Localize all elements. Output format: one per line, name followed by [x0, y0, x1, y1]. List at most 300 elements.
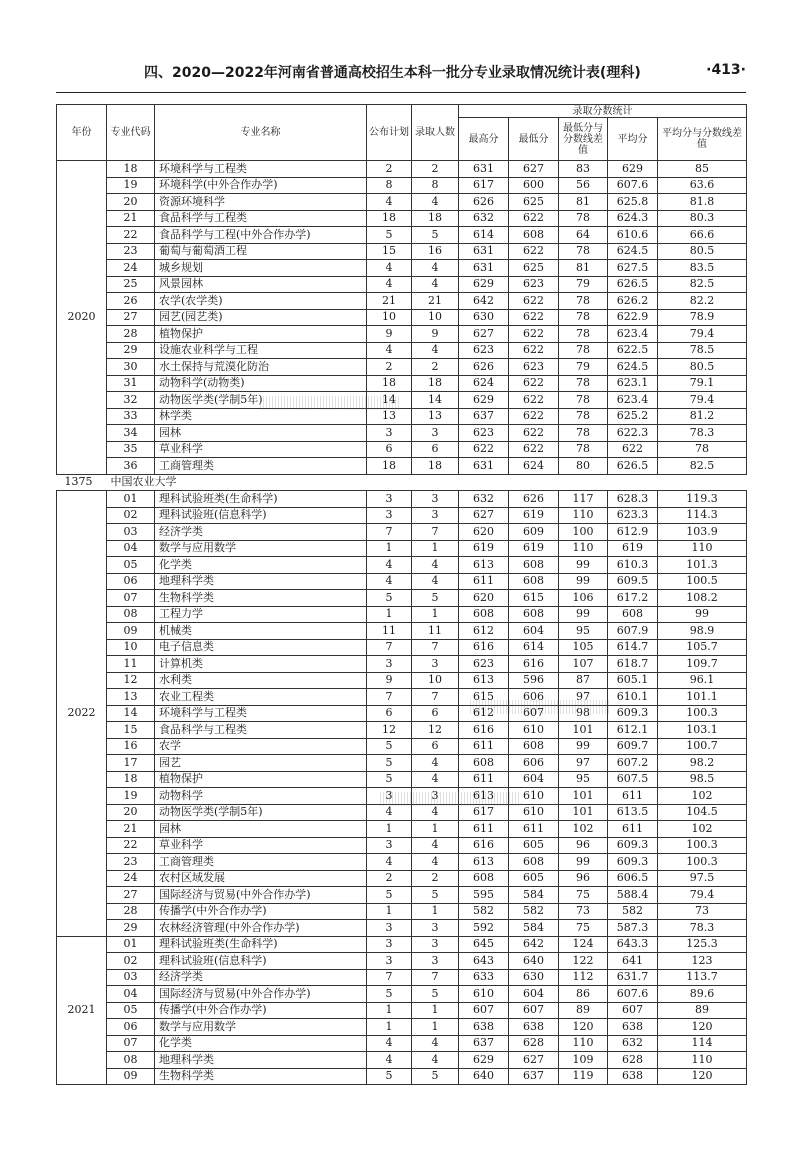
cell-min-diff: 73: [559, 903, 608, 920]
cell-plan: 5: [367, 1068, 412, 1085]
cell-avg: 626.5: [608, 458, 658, 475]
cell-name: 数学与应用数学: [155, 1019, 367, 1036]
cell-name: 国际经济与贸易(中外合作办学): [155, 986, 367, 1003]
cell-min-diff: 119: [559, 1068, 608, 1085]
cell-avg-diff: 113.7: [658, 969, 747, 986]
cell-admitted: 5: [412, 1068, 459, 1085]
cell-plan: 5: [367, 738, 412, 755]
cell-min-diff: 78: [559, 375, 608, 392]
cell-avg-diff: 103.1: [658, 722, 747, 739]
table-row: [57, 656, 747, 673]
cell-plan: 1: [367, 606, 412, 623]
col-admitted: 录取人数: [412, 105, 459, 161]
cell-avg-diff: 78: [658, 441, 747, 458]
cell-avg: 624.3: [608, 210, 658, 227]
cell-admitted: 9: [412, 326, 459, 343]
cell-avg: 613.5: [608, 804, 658, 821]
cell-min: 611: [509, 821, 559, 838]
cell-code: 28: [107, 326, 155, 343]
cell-admitted: 4: [412, 276, 459, 293]
cell-name: 动物科学: [155, 788, 367, 805]
cell-plan: 9: [367, 672, 412, 689]
cell-avg: 623.4: [608, 326, 658, 343]
col-avg: 平均分: [608, 118, 658, 161]
cell-code: 24: [107, 870, 155, 887]
cell-avg-diff: 98.5: [658, 771, 747, 788]
cell-name: 葡萄与葡萄酒工程: [155, 243, 367, 260]
cell-min-diff: 112: [559, 969, 608, 986]
cell-max: 620: [459, 524, 509, 541]
cell-admitted: 4: [412, 260, 459, 277]
col-stats-group: 录取分数统计: [459, 105, 747, 118]
cell-admitted: 5: [412, 590, 459, 607]
cell-admitted: 4: [412, 771, 459, 788]
table-row: [57, 986, 747, 1003]
table-row: [57, 722, 747, 739]
cell-admitted: 2: [412, 870, 459, 887]
cell-admitted: 4: [412, 194, 459, 211]
cell-plan: 4: [367, 854, 412, 871]
cell-name: 食品科学与工程类: [155, 210, 367, 227]
cell-min: 619: [509, 540, 559, 557]
cell-name: 农学: [155, 738, 367, 755]
cell-admitted: 5: [412, 986, 459, 1003]
cell-name: 食品科学与工程(中外合作办学): [155, 227, 367, 244]
cell-avg: 605.1: [608, 672, 658, 689]
cell-avg: 641: [608, 953, 658, 970]
scan-noise: [470, 700, 610, 714]
cell-avg-diff: 80.5: [658, 359, 747, 376]
cell-name: 动物科学(动物类): [155, 375, 367, 392]
cell-max: 631: [459, 243, 509, 260]
cell-name: 国际经济与贸易(中外合作办学): [155, 887, 367, 904]
cell-admitted: 3: [412, 936, 459, 953]
cell-admitted: 4: [412, 573, 459, 590]
cell-name: 工程力学: [155, 606, 367, 623]
cell-max: 637: [459, 408, 509, 425]
cell-plan: 18: [367, 375, 412, 392]
cell-avg: 618.7: [608, 656, 658, 673]
cell-code: 02: [107, 507, 155, 524]
cell-min: 622: [509, 309, 559, 326]
page-header: [56, 62, 746, 84]
cell-plan: 2: [367, 161, 412, 178]
cell-min-diff: 87: [559, 672, 608, 689]
cell-min-diff: 122: [559, 953, 608, 970]
cell-code: 18: [107, 161, 155, 178]
cell-min-diff: 96: [559, 870, 608, 887]
cell-code: 10: [107, 639, 155, 656]
cell-avg-diff: 120: [658, 1019, 747, 1036]
cell-avg-diff: 81.8: [658, 194, 747, 211]
table-row: [57, 227, 747, 244]
cell-max: 632: [459, 491, 509, 508]
year-cell: 2020: [57, 161, 107, 475]
cell-max: 610: [459, 986, 509, 1003]
cell-avg: 627.5: [608, 260, 658, 277]
cell-plan: 7: [367, 969, 412, 986]
cell-avg-diff: 100.3: [658, 837, 747, 854]
cell-avg-diff: 66.6: [658, 227, 747, 244]
cell-min: 622: [509, 243, 559, 260]
cell-avg: 617.2: [608, 590, 658, 607]
cell-min-diff: 120: [559, 1019, 608, 1036]
cell-max: 592: [459, 920, 509, 937]
cell-min-diff: 95: [559, 623, 608, 640]
table-row: [57, 870, 747, 887]
table-row: [57, 524, 747, 541]
cell-min: 619: [509, 507, 559, 524]
cell-code: 03: [107, 524, 155, 541]
cell-avg: 638: [608, 1019, 658, 1036]
cell-max: 617: [459, 177, 509, 194]
cell-avg-diff: 102: [658, 821, 747, 838]
cell-admitted: 18: [412, 375, 459, 392]
cell-avg-diff: 105.7: [658, 639, 747, 656]
cell-avg-diff: 78.3: [658, 425, 747, 442]
cell-admitted: 12: [412, 722, 459, 739]
cell-name: 环境科学与工程类: [155, 705, 367, 722]
cell-avg: 624.5: [608, 359, 658, 376]
cell-max: 608: [459, 606, 509, 623]
cell-min-diff: 110: [559, 1035, 608, 1052]
cell-max: 631: [459, 260, 509, 277]
cell-code: 23: [107, 854, 155, 871]
cell-avg-diff: 108.2: [658, 590, 747, 607]
table-row: [57, 194, 747, 211]
cell-avg: 609.7: [608, 738, 658, 755]
cell-max: 631: [459, 161, 509, 178]
cell-admitted: 4: [412, 557, 459, 574]
cell-code: 05: [107, 557, 155, 574]
cell-avg: 622.5: [608, 342, 658, 359]
cell-min: 627: [509, 161, 559, 178]
cell-min-diff: 81: [559, 194, 608, 211]
cell-min-diff: 106: [559, 590, 608, 607]
cell-plan: 9: [367, 326, 412, 343]
cell-avg-diff: 79.1: [658, 375, 747, 392]
cell-admitted: 7: [412, 524, 459, 541]
scan-noise: [380, 792, 520, 806]
cell-admitted: 1: [412, 1019, 459, 1036]
cell-name: 农业工程类: [155, 689, 367, 706]
cell-max: 643: [459, 953, 509, 970]
cell-avg: 628.3: [608, 491, 658, 508]
cell-min: 622: [509, 441, 559, 458]
cell-code: 06: [107, 1019, 155, 1036]
cell-admitted: 2: [412, 359, 459, 376]
cell-admitted: 13: [412, 408, 459, 425]
scan-noise: [260, 396, 400, 410]
cell-avg: 587.3: [608, 920, 658, 937]
table-row: [57, 260, 747, 277]
cell-avg: 622.9: [608, 309, 658, 326]
cell-name: 理科试验班类(生命科学): [155, 491, 367, 508]
cell-avg: 609.5: [608, 573, 658, 590]
cell-name: 电子信息类: [155, 639, 367, 656]
cell-min-diff: 78: [559, 326, 608, 343]
cell-name: 林学类: [155, 408, 367, 425]
cell-plan: 4: [367, 342, 412, 359]
cell-plan: 4: [367, 260, 412, 277]
table-row: [57, 821, 747, 838]
table-row: [57, 425, 747, 442]
cell-name: 化学类: [155, 1035, 367, 1052]
cell-min: 638: [509, 1019, 559, 1036]
cell-admitted: 3: [412, 920, 459, 937]
cell-max: 633: [459, 969, 509, 986]
cell-plan: 1: [367, 1019, 412, 1036]
cell-name: 植物保护: [155, 326, 367, 343]
cell-min: 608: [509, 227, 559, 244]
cell-avg-diff: 119.3: [658, 491, 747, 508]
cell-max: 612: [459, 705, 509, 722]
col-min-diff: 最低分与分数线差值: [559, 118, 608, 161]
cell-min: 642: [509, 936, 559, 953]
cell-min: 608: [509, 606, 559, 623]
cell-admitted: 3: [412, 491, 459, 508]
cell-admitted: 21: [412, 293, 459, 310]
cell-plan: 5: [367, 887, 412, 904]
cell-plan: 3: [367, 507, 412, 524]
cell-avg-diff: 100.5: [658, 573, 747, 590]
cell-avg-diff: 98.2: [658, 755, 747, 772]
table-row: [57, 1035, 747, 1052]
cell-avg: 607.9: [608, 623, 658, 640]
cell-avg-diff: 104.5: [658, 804, 747, 821]
cell-max: 626: [459, 359, 509, 376]
cell-min-diff: 78: [559, 309, 608, 326]
cell-admitted: 16: [412, 243, 459, 260]
cell-avg-diff: 97.5: [658, 870, 747, 887]
table-row: [57, 903, 747, 920]
cell-plan: 5: [367, 755, 412, 772]
table-row: [57, 342, 747, 359]
cell-min-diff: 83: [559, 161, 608, 178]
cell-name: 食品科学与工程类: [155, 722, 367, 739]
cell-min: 622: [509, 392, 559, 409]
table-row: [57, 639, 747, 656]
cell-min-diff: 56: [559, 177, 608, 194]
cell-admitted: 4: [412, 854, 459, 871]
table-row: [57, 804, 747, 821]
cell-avg-diff: 114.3: [658, 507, 747, 524]
cell-min: 616: [509, 656, 559, 673]
cell-avg: 609.3: [608, 854, 658, 871]
cell-admitted: 14: [412, 392, 459, 409]
cell-avg-diff: 102: [658, 788, 747, 805]
cell-min: 608: [509, 573, 559, 590]
cell-admitted: 7: [412, 689, 459, 706]
cell-admitted: 1: [412, 540, 459, 557]
cell-admitted: 1: [412, 606, 459, 623]
cell-min-diff: 79: [559, 276, 608, 293]
cell-name: 水利类: [155, 672, 367, 689]
cell-code: 22: [107, 227, 155, 244]
cell-avg-diff: 96.1: [658, 672, 747, 689]
cell-min-diff: 124: [559, 936, 608, 953]
cell-min: 608: [509, 854, 559, 871]
cell-admitted: 11: [412, 623, 459, 640]
cell-admitted: 1: [412, 903, 459, 920]
cell-min: 604: [509, 986, 559, 1003]
cell-min: 609: [509, 524, 559, 541]
year-cell: 2022: [57, 491, 107, 937]
cell-name: 理科试验班类(生命科学): [155, 936, 367, 953]
cell-name: 数学与应用数学: [155, 540, 367, 557]
cell-plan: 3: [367, 920, 412, 937]
cell-max: 616: [459, 837, 509, 854]
table-row: [57, 887, 747, 904]
cell-admitted: 7: [412, 639, 459, 656]
university-name: 中国农业大学: [107, 474, 747, 491]
cell-avg-diff: 99: [658, 606, 747, 623]
table-row: [57, 458, 747, 475]
cell-avg: 607.2: [608, 755, 658, 772]
cell-min-diff: 99: [559, 854, 608, 871]
cell-avg: 611: [608, 788, 658, 805]
cell-name: 地理科学类: [155, 573, 367, 590]
cell-max: 607: [459, 1002, 509, 1019]
cell-min: 584: [509, 920, 559, 937]
cell-code: 07: [107, 590, 155, 607]
cell-min: 614: [509, 639, 559, 656]
cell-name: 计算机类: [155, 656, 367, 673]
cell-plan: 5: [367, 227, 412, 244]
page-number: ·413·: [706, 62, 746, 78]
table-row: [57, 623, 747, 640]
cell-code: 26: [107, 293, 155, 310]
cell-min: 628: [509, 1035, 559, 1052]
cell-avg-diff: 100.3: [658, 705, 747, 722]
cell-avg: 625.8: [608, 194, 658, 211]
cell-plan: 4: [367, 573, 412, 590]
cell-name: 生物科学类: [155, 1068, 367, 1085]
cell-min: 610: [509, 804, 559, 821]
cell-max: 614: [459, 227, 509, 244]
cell-code: 33: [107, 408, 155, 425]
cell-min: 623: [509, 359, 559, 376]
cell-max: 620: [459, 590, 509, 607]
cell-plan: 8: [367, 177, 412, 194]
cell-max: 611: [459, 573, 509, 590]
cell-plan: 6: [367, 441, 412, 458]
table-row: [57, 689, 747, 706]
cell-min: 608: [509, 557, 559, 574]
cell-code: 13: [107, 689, 155, 706]
table-row: [57, 1068, 747, 1085]
cell-name: 园林: [155, 821, 367, 838]
cell-avg: 626.2: [608, 293, 658, 310]
table-row: [57, 392, 747, 409]
cell-code: 09: [107, 623, 155, 640]
cell-max: 640: [459, 1068, 509, 1085]
table-row: [57, 161, 747, 178]
cell-avg-diff: 114: [658, 1035, 747, 1052]
table-row: [57, 705, 747, 722]
cell-name: 资源环境科学: [155, 194, 367, 211]
cell-admitted: 10: [412, 309, 459, 326]
cell-plan: 3: [367, 491, 412, 508]
cell-avg: 610.3: [608, 557, 658, 574]
cell-avg-diff: 89: [658, 1002, 747, 1019]
cell-plan: 21: [367, 293, 412, 310]
cell-admitted: 5: [412, 227, 459, 244]
table-row: [57, 1052, 747, 1069]
cell-min: 624: [509, 458, 559, 475]
cell-min-diff: 99: [559, 573, 608, 590]
table-row: [57, 293, 747, 310]
cell-min-diff: 78: [559, 392, 608, 409]
cell-code: 01: [107, 936, 155, 953]
cell-max: 617: [459, 804, 509, 821]
cell-plan: 3: [367, 953, 412, 970]
cell-name: 园林: [155, 425, 367, 442]
cell-min-diff: 81: [559, 260, 608, 277]
cell-avg: 622.3: [608, 425, 658, 442]
cell-name: 传播学(中外合作办学): [155, 903, 367, 920]
cell-max: 613: [459, 557, 509, 574]
col-year: 年份: [57, 105, 107, 161]
cell-name: 生物科学类: [155, 590, 367, 607]
col-avg-diff: 平均分与分数线差值: [658, 118, 747, 161]
cell-admitted: 4: [412, 342, 459, 359]
cell-max: 613: [459, 788, 509, 805]
cell-min-diff: 89: [559, 1002, 608, 1019]
cell-avg: 607: [608, 1002, 658, 1019]
cell-avg: 626.5: [608, 276, 658, 293]
cell-avg-diff: 79.4: [658, 887, 747, 904]
cell-avg-diff: 123: [658, 953, 747, 970]
cell-plan: 3: [367, 656, 412, 673]
cell-code: 34: [107, 425, 155, 442]
cell-name: 草业科学: [155, 441, 367, 458]
cell-plan: 1: [367, 821, 412, 838]
cell-name: 工商管理类: [155, 458, 367, 475]
cell-code: 12: [107, 672, 155, 689]
cell-min-diff: 97: [559, 755, 608, 772]
cell-max: 629: [459, 1052, 509, 1069]
cell-max: 616: [459, 722, 509, 739]
cell-avg: 628: [608, 1052, 658, 1069]
cell-plan: 5: [367, 771, 412, 788]
cell-min-diff: 99: [559, 738, 608, 755]
table-row: [57, 375, 747, 392]
cell-avg: 614.7: [608, 639, 658, 656]
cell-name: 农林经济管理(中外合作办学): [155, 920, 367, 937]
table-row: [57, 309, 747, 326]
table-row: [57, 557, 747, 574]
cell-max: 632: [459, 210, 509, 227]
cell-avg-diff: 100.3: [658, 854, 747, 871]
cell-code: 04: [107, 986, 155, 1003]
page-title: 四、2020—2022年河南省普通高校招生本科一批分专业录取情况统计表(理科): [144, 65, 641, 81]
cell-max: 582: [459, 903, 509, 920]
cell-admitted: 4: [412, 837, 459, 854]
table-row: [57, 771, 747, 788]
cell-max: 629: [459, 392, 509, 409]
cell-avg: 606.5: [608, 870, 658, 887]
cell-min: 606: [509, 755, 559, 772]
cell-code: 08: [107, 606, 155, 623]
cell-avg-diff: 63.6: [658, 177, 747, 194]
cell-min-diff: 78: [559, 210, 608, 227]
cell-avg: 582: [608, 903, 658, 920]
cell-admitted: 8: [412, 177, 459, 194]
cell-max: 615: [459, 689, 509, 706]
cell-max: 623: [459, 656, 509, 673]
university-row: [57, 474, 747, 491]
